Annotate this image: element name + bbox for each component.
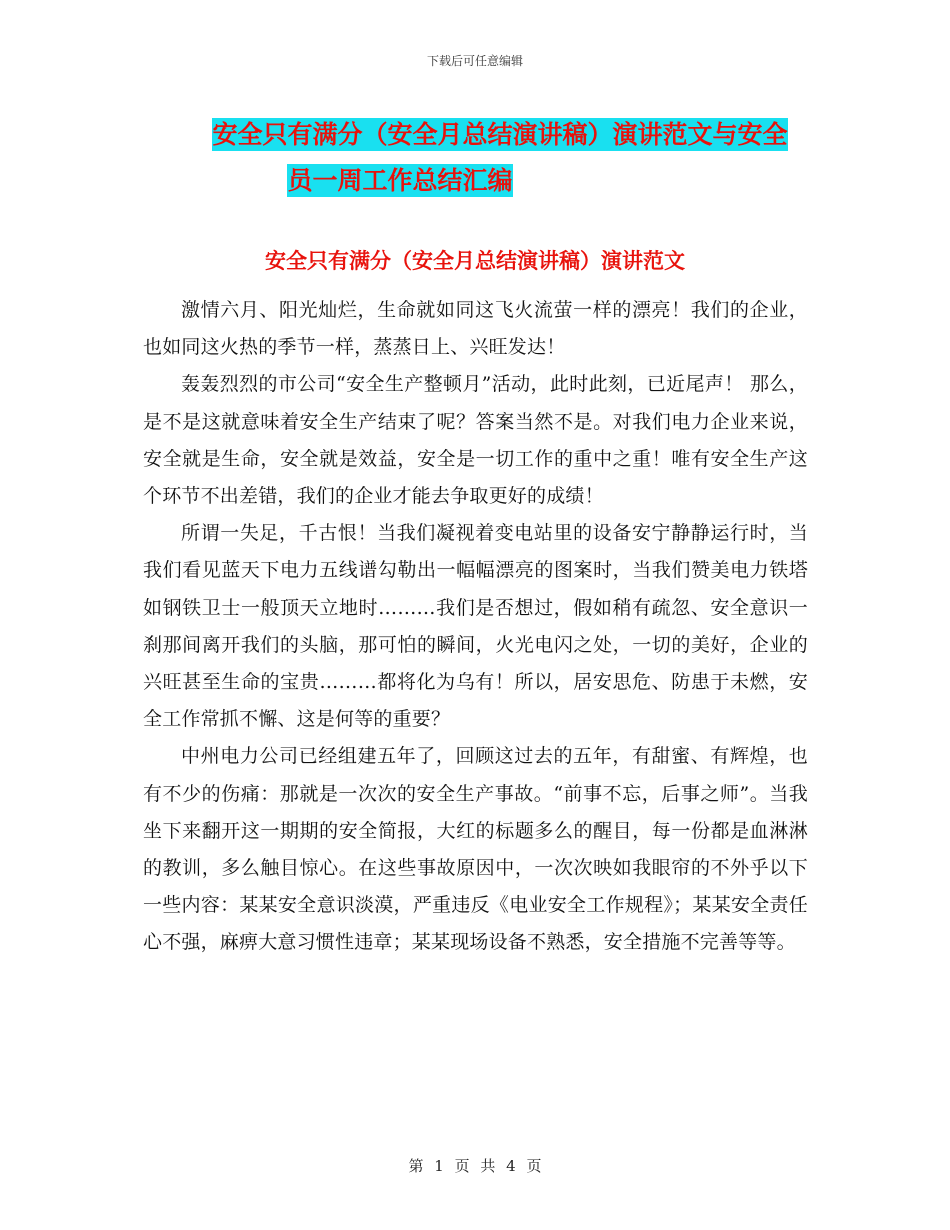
title-highlight-2: 员一周工作总结汇编 (287, 166, 513, 195)
document-title-line-1 (0, 112, 950, 158)
document-title-line-2 (0, 158, 950, 204)
body-paragraph: 轰轰烈烈的市公司“安全生产整顿月”活动，此时此刻，已近尾声！ 那么，是不是这就意味着安全生产结束了呢？答案当然不是。对我们电力企业来说，安全就是生命，安全就是效益，安全是一切工作的重中之重！唯有安全生产这个环节不出差错，我们的企业才能去争取更好的成绩！ (143, 373, 808, 508)
body-paragraph: 激情六月、阳光灿烂，生命就如同这飞火流萤一样的漂亮！我们的企业，也如同这火热的季节一样，蒸蒸日上、兴旺发达！ (143, 299, 808, 359)
body-paragraph: 中州电力公司已经组建五年了，回顾这过去的五年，有甜蜜、有辉煌，也有不少的伤痛：那就是一次次的安全生产事故。“前事不忘，后事之师”。当我坐下来翻开这一期期的安全简报，大红的标题多么的醒目，每一份都是血淋淋的教训，多么触目惊心。在这些事故原因中，一次次映如我眼帘的不外乎以下一些内容：某某安全意识淡漠，严重违反《电业安全工作规程》；某某安全责任心不强，麻痹大意习惯性违章；某某现场设备不熟悉，安全措施不完善等等。 (143, 745, 808, 954)
title-highlight-1: 安全只有满分（安全月总结演讲稿）演讲范文与安全 (212, 120, 788, 149)
page-number-footer: 第 1 页 共 4 页 (408, 1157, 542, 1175)
body-paragraph: 所谓一失足，千古恨！当我们凝视着变电站里的设备安宁静静运行时，当我们看见蓝天下电力五线谱勾勒出一幅幅漂亮的图案时，当我们赞美电力铁塔如钢铁卫士一般顶天立地时………我们是否想过，假如稍有疏忽、安全意识一刹那间离开我们的头脑，那可怕的瞬间，火光电闪之处，一切的美好，企业的兴旺甚至生命的宝贵………都将化为乌有！所以，居安思危、防患于未燃，安全工作常抓不懈、这是何等的重要？ (143, 522, 808, 731)
document-title (0, 112, 950, 204)
document-body (143, 292, 808, 962)
page-header-note: 下载后可任意编辑 (426, 54, 523, 68)
section-title: 安全只有满分（安全月总结演讲稿）演讲范文 (265, 249, 685, 273)
